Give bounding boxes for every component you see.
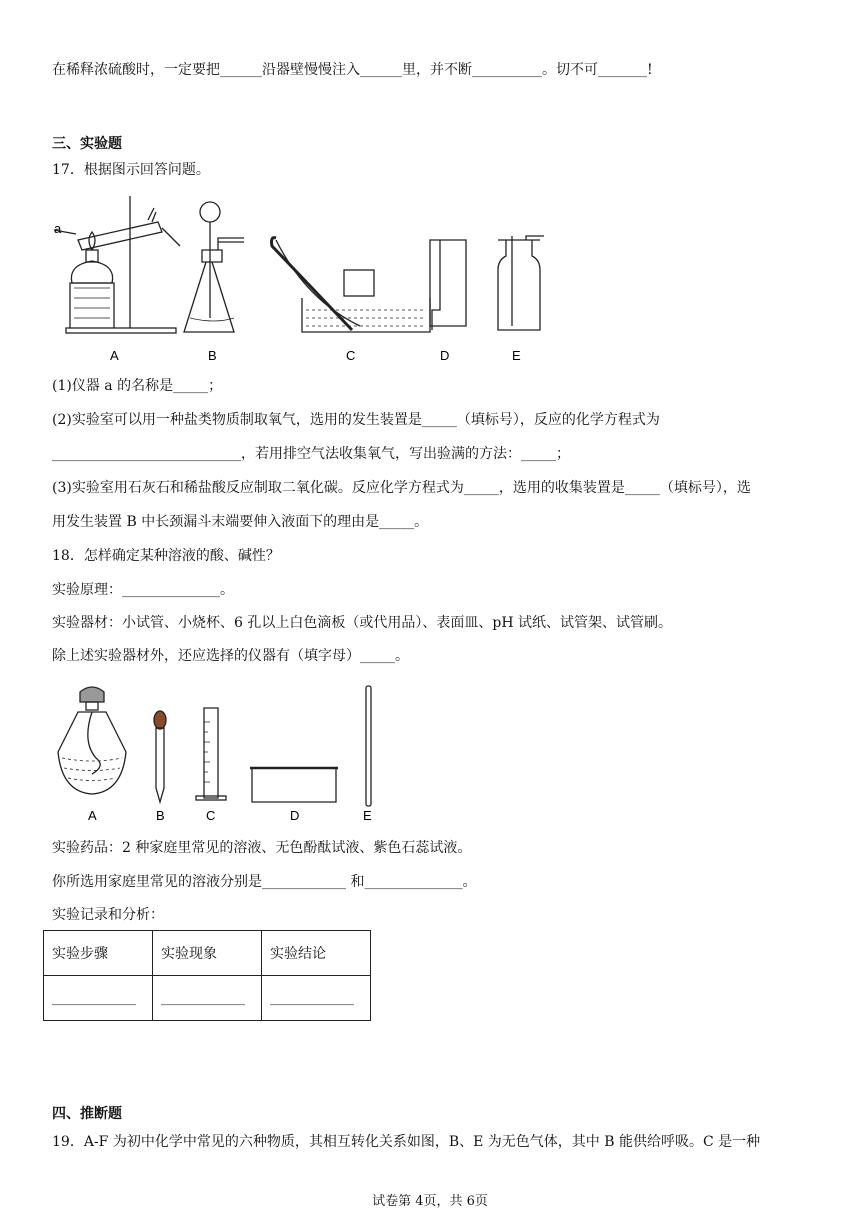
question-17-3b: 用发生装置 B 中长颈漏斗末端要伸入液面下的理由是_____。 xyxy=(52,514,429,530)
instrument-e-rod xyxy=(366,686,371,806)
question-18-select: 你所选用家庭里常见的溶液分别是____________ 和______________。 xyxy=(52,874,477,890)
table-row xyxy=(44,976,371,1021)
apparatus-figure-2 xyxy=(50,682,390,824)
caption-c: C xyxy=(206,808,216,823)
instrument-d-trough xyxy=(250,768,338,802)
apparatus-b xyxy=(184,202,244,332)
section-3-heading: 三、实验题 xyxy=(52,136,122,152)
caption-b: B xyxy=(156,808,165,823)
question-17-2b: ___________________________，若用排空气法收集氧气，写出验满的方法：_____； xyxy=(52,446,570,462)
apparatus-e xyxy=(498,236,544,330)
question-17-3a: (3)实验室用石灰石和稀盐酸反应制取二氧化碳。反应化学方程式为_____，选用的收集装置是_____（填标号），选 xyxy=(52,480,751,496)
apparatus-c xyxy=(272,238,431,332)
question-18-record: 实验记录和分析： xyxy=(52,907,164,923)
instrument-c-cylinder xyxy=(196,708,226,800)
instrument-a-lamp xyxy=(58,687,126,794)
record-table xyxy=(43,930,371,1021)
question-18-principle: 实验原理：______________。 xyxy=(52,582,234,598)
table-cell: ____________ xyxy=(153,976,262,1021)
caption-e: E xyxy=(363,808,372,823)
caption-e: E xyxy=(512,348,521,363)
apparatus-d xyxy=(430,240,466,330)
caption-a: A xyxy=(88,808,97,823)
caption-a: A xyxy=(110,348,119,363)
question-18-reagent: 实验药品：2 种家庭里常见的溶液、无色酚酞试液、紫色石蕊试液。 xyxy=(52,840,472,856)
question-16-text: 在稀释浓硫酸时，一定要把______沿器壁慢慢注入______里，并不断__________。切不可_______! xyxy=(52,62,653,78)
table-header: 实验结论 xyxy=(262,931,371,976)
question-17-2a: (2)实验室可以用一种盐类物质制取氧气，选用的发生装置是_____（填标号），反应的化学方程式为 xyxy=(52,412,660,428)
caption-c: C xyxy=(346,348,356,363)
question-19-stem: 19．A-F 为初中化学中常见的六种物质，其相互转化关系如图，B、E 为无色气体，其中 B 能供给呼吸。C 是一种 xyxy=(52,1134,761,1150)
section-4-heading: 四、推断题 xyxy=(52,1106,122,1122)
page-footer: 试卷第 4页，共 6页 xyxy=(372,1194,488,1209)
table-header: 实验步骤 xyxy=(44,931,153,976)
question-18-choose: 除上述实验器材外，还应选择的仪器有（填字母）_____。 xyxy=(52,648,409,664)
question-18-equipment: 实验器材：小试管、小烧杯、6 孔以上白色滴板（或代用品）、表面皿、pH 试纸、试管架、试管刷。 xyxy=(52,615,672,631)
question-18-stem: 18．怎样确定某种溶液的酸、碱性？ xyxy=(52,548,280,564)
question-17-1: (1)仪器 a 的名称是_____； xyxy=(52,378,223,394)
caption-b: B xyxy=(208,348,217,363)
apparatus-figure-1 xyxy=(50,188,560,368)
table-cell: ____________ xyxy=(44,976,153,1021)
table-cell: ____________ xyxy=(262,976,371,1021)
table-header: 实验现象 xyxy=(153,931,262,976)
caption-d: D xyxy=(290,808,300,823)
question-17-stem: 17．根据图示回答问题。 xyxy=(52,162,210,178)
caption-d: D xyxy=(440,348,450,363)
label-a: a xyxy=(54,221,62,236)
table-row xyxy=(44,931,371,976)
instrument-b-dropper xyxy=(154,711,166,802)
apparatus-a xyxy=(54,196,180,333)
